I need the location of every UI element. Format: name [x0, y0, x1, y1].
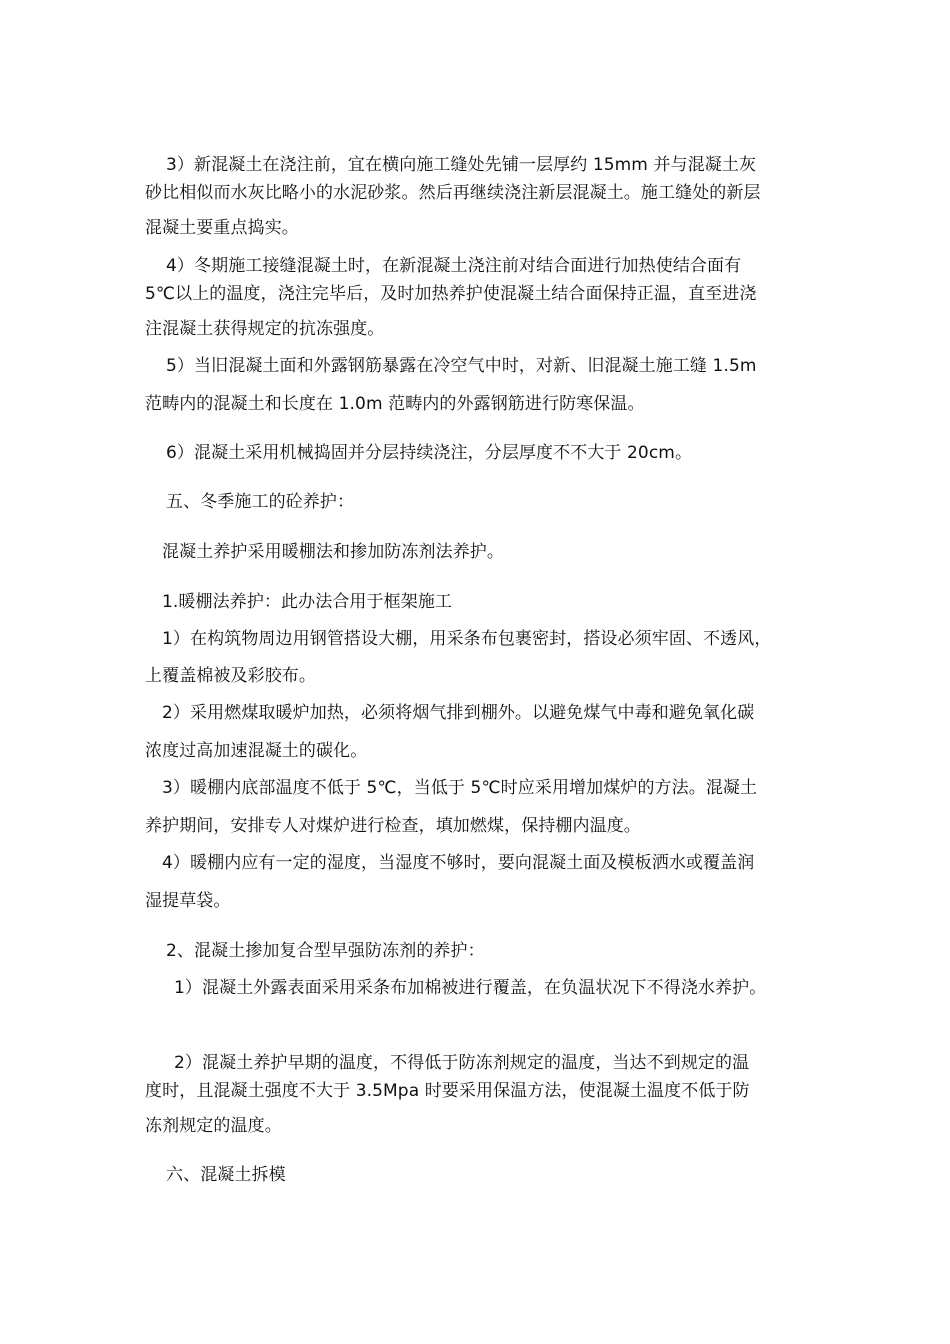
- text-line: 5℃以上的温度，浇注完毕后，及时加热养护使混凝土结合面保持正温，直至进浇: [145, 284, 757, 304]
- text-line: 1）混凝土外露表面采用采条布加棉被进行覆盖，在负温状况下不得浇水养护。: [174, 978, 767, 998]
- text-line: 混凝土养护采用暖棚法和掺加防冻剂法养护。: [162, 542, 504, 562]
- subsection-heading: 1.暖棚法养护：此办法合用于框架施工: [162, 592, 453, 612]
- text-line: 6）混凝土采用机械捣固并分层持续浇注，分层厚度不不大于 20cm。: [166, 443, 693, 463]
- text-line: 度时，且混凝土强度不大于 3.5Mpa 时要采用保温方法，使混凝土温度不低于防: [145, 1081, 750, 1101]
- text-line: 冻剂规定的温度。: [145, 1116, 282, 1136]
- text-line: 浓度过高加速混凝土的碳化。: [145, 741, 368, 761]
- text-line: 范畴内的混凝土和长度在 1.0m 范畴内的外露钢筋进行防寒保温。: [145, 394, 645, 414]
- text-line: 注混凝土获得规定的抗冻强度。: [145, 319, 385, 339]
- section-heading: 五、冬季施工的砼养护：: [166, 492, 355, 512]
- text-line: 砂比相似而水灰比略小的水泥砂浆。然后再继续浇注新层混凝土。施工缝处的新层: [145, 183, 761, 203]
- text-line: 混凝土要重点捣实。: [145, 218, 299, 238]
- text-line: 3）暖棚内底部温度不低于 5℃，当低于 5℃时应采用增加煤炉的方法。混凝土: [162, 778, 758, 798]
- text-line: 养护期间，安排专人对煤炉进行检查，填加燃煤，保持棚内温度。: [145, 816, 641, 836]
- subsection-heading: 2、混凝土掺加复合型早强防冻剂的养护：: [166, 941, 485, 961]
- text-line: 4）冬期施工接缝混凝土时，在新混凝土浇注前对结合面进行加热使结合面有: [166, 256, 742, 276]
- text-line: 4）暖棚内应有一定的湿度，当湿度不够时，要向混凝土面及模板洒水或覆盖润: [162, 853, 755, 873]
- section-heading: 六、混凝土拆模: [166, 1165, 286, 1185]
- text-line: 湿提草袋。: [145, 891, 231, 911]
- text-line: 上覆盖棉被及彩胶布。: [145, 666, 316, 686]
- text-line: 2）采用燃煤取暖炉加热，必须将烟气排到棚外。以避免煤气中毒和避免氧化碳: [162, 703, 755, 723]
- text-line: 2）混凝土养护早期的温度，不得低于防冻剂规定的温度，当达不到规定的温: [174, 1053, 750, 1073]
- text-line: 5）当旧混凝土面和外露钢筋暴露在冷空气中时，对新、旧混凝土施工缝 1.5m: [166, 356, 757, 376]
- text-line: 1）在构筑物周边用钢管搭设大棚，用采条布包裹密封，搭设必须牢固、不透风，: [162, 629, 772, 649]
- text-line: 3）新混凝土在浇注前，宜在横向施工缝处先铺一层厚约 15mm 并与混凝土灰: [166, 155, 757, 175]
